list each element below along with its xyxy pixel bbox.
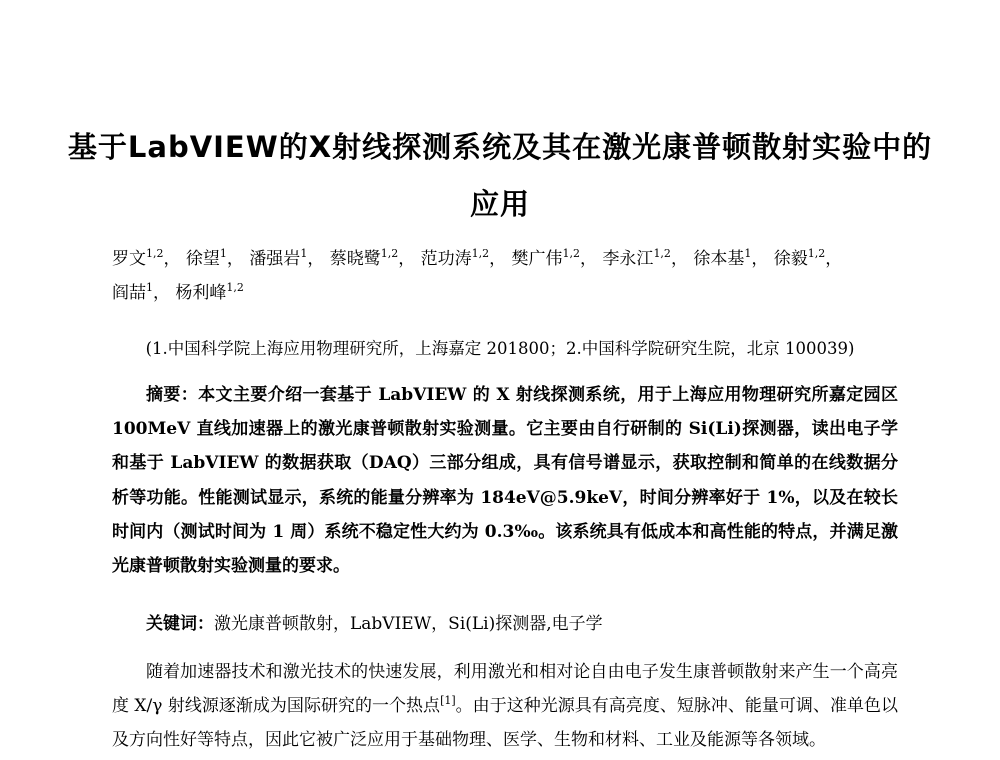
author-item [774,249,843,269]
author-item [512,249,598,269]
author-item [112,249,181,269]
abstract-label: 摘要： [146,385,199,405]
paper-title-line-2: 应用 [469,187,530,221]
author-separator: ， [825,249,843,269]
paper-title-line-1: 基于LabVIEW的X射线探测系统及其在激光康普顿散射实验中的 [67,130,933,164]
affiliations: (1.中国科学院上海应用物理研究所，上海嘉定 201800；2.中国科学院研究生院，北京 100039) [145,339,855,358]
abstract [112,378,898,583]
author-affiliation-mark: 1,2 [471,247,490,260]
keywords-label: 关键词： [146,614,214,634]
author-affiliation-mark: 1 [744,247,752,260]
keywords [146,607,898,641]
author-item [186,249,244,269]
author-affiliation-mark: 1 [219,247,227,260]
abstract-text: 本文主要介绍一套基于 LabVIEW 的 X 射线探测系统，用于上海应用物理研究所嘉定园区100MeV 直线加速器上的激光康普顿散射实验测量。它主要由自行研制的 Si(Li)探测器，读出电子学和基于 LabVIEW 的数据获取（DAQ）三部分组成，具有信号谱显示，获取控制和简单的在线数据分析等功能。性能测试显示，系统的能量分辨率为 184eV@5.9keV，时间分辨率好于 1%，以及在较长时间内（测试时间为 1 周）系统不稳定性大约为 0.3‰。该系统具有低成本和高性能的特点，并满足激光康普顿散射实验测量的要求。 [112,385,898,577]
author-affiliation-mark: 1 [300,247,308,260]
intro-text-part-2: 。由于这种光源具有高亮度、短脉冲、能量可调、准单色以及方向性好等特点，因此它被广泛应用于基础物理、医学、生物和材料、工业及能源等各领域。 [112,696,898,751]
author-affiliation-mark: 1,2 [226,281,244,294]
author-separator: ， [670,249,688,269]
author-name: 杨利峰 [175,283,227,303]
author-separator: ， [163,249,181,269]
intro-paragraph [112,655,898,758]
author-name: 李永江 [602,249,654,269]
author-affiliation-mark: 1,2 [380,247,399,260]
author-affiliation-mark: 1 [146,281,153,294]
keywords-text: 激光康普顿散射，LabVIEW，Si(Li)探测器,电子学 [214,614,603,634]
author-name: 阎喆 [112,283,146,303]
author-name: 罗文 [112,249,146,269]
author-separator: ， [580,249,598,269]
author-item [330,249,416,269]
author-name: 樊广伟 [511,249,563,269]
author-list [112,242,898,310]
author-separator: ， [226,249,244,269]
author-item [693,249,768,269]
citation-ref[interactable]: [1] [440,694,456,708]
author-affiliation-mark: 1,2 [807,247,826,260]
author-name: 蔡晓鹭 [329,249,381,269]
author-separator: ， [398,249,416,269]
intro-text-part-1: 随着加速器技术和激光技术的快速发展，利用激光和相对论自由电子发生康普顿散射来产生一个高亮度 X/γ 射线源逐渐成为国际研究的一个热点 [112,662,898,717]
author-affiliation-mark: 1,2 [146,247,164,260]
author-item [602,249,688,269]
author-item [249,249,324,269]
author-name: 徐毅 [773,249,808,269]
author-separator: ， [751,249,769,269]
author-name: 潘强岩 [249,249,301,269]
author-separator: ， [489,249,507,269]
author-name: 徐本基 [693,249,745,269]
author-name: 范功涛 [420,249,472,269]
author-separator: ， [307,249,325,269]
author-item [175,283,244,303]
author-affiliation-mark: 1,2 [653,247,671,260]
author-separator: ， [153,283,170,303]
author-name: 徐望 [185,249,220,269]
author-item [421,249,507,269]
author-affiliation-mark: 1,2 [562,247,581,260]
author-item [112,283,170,303]
